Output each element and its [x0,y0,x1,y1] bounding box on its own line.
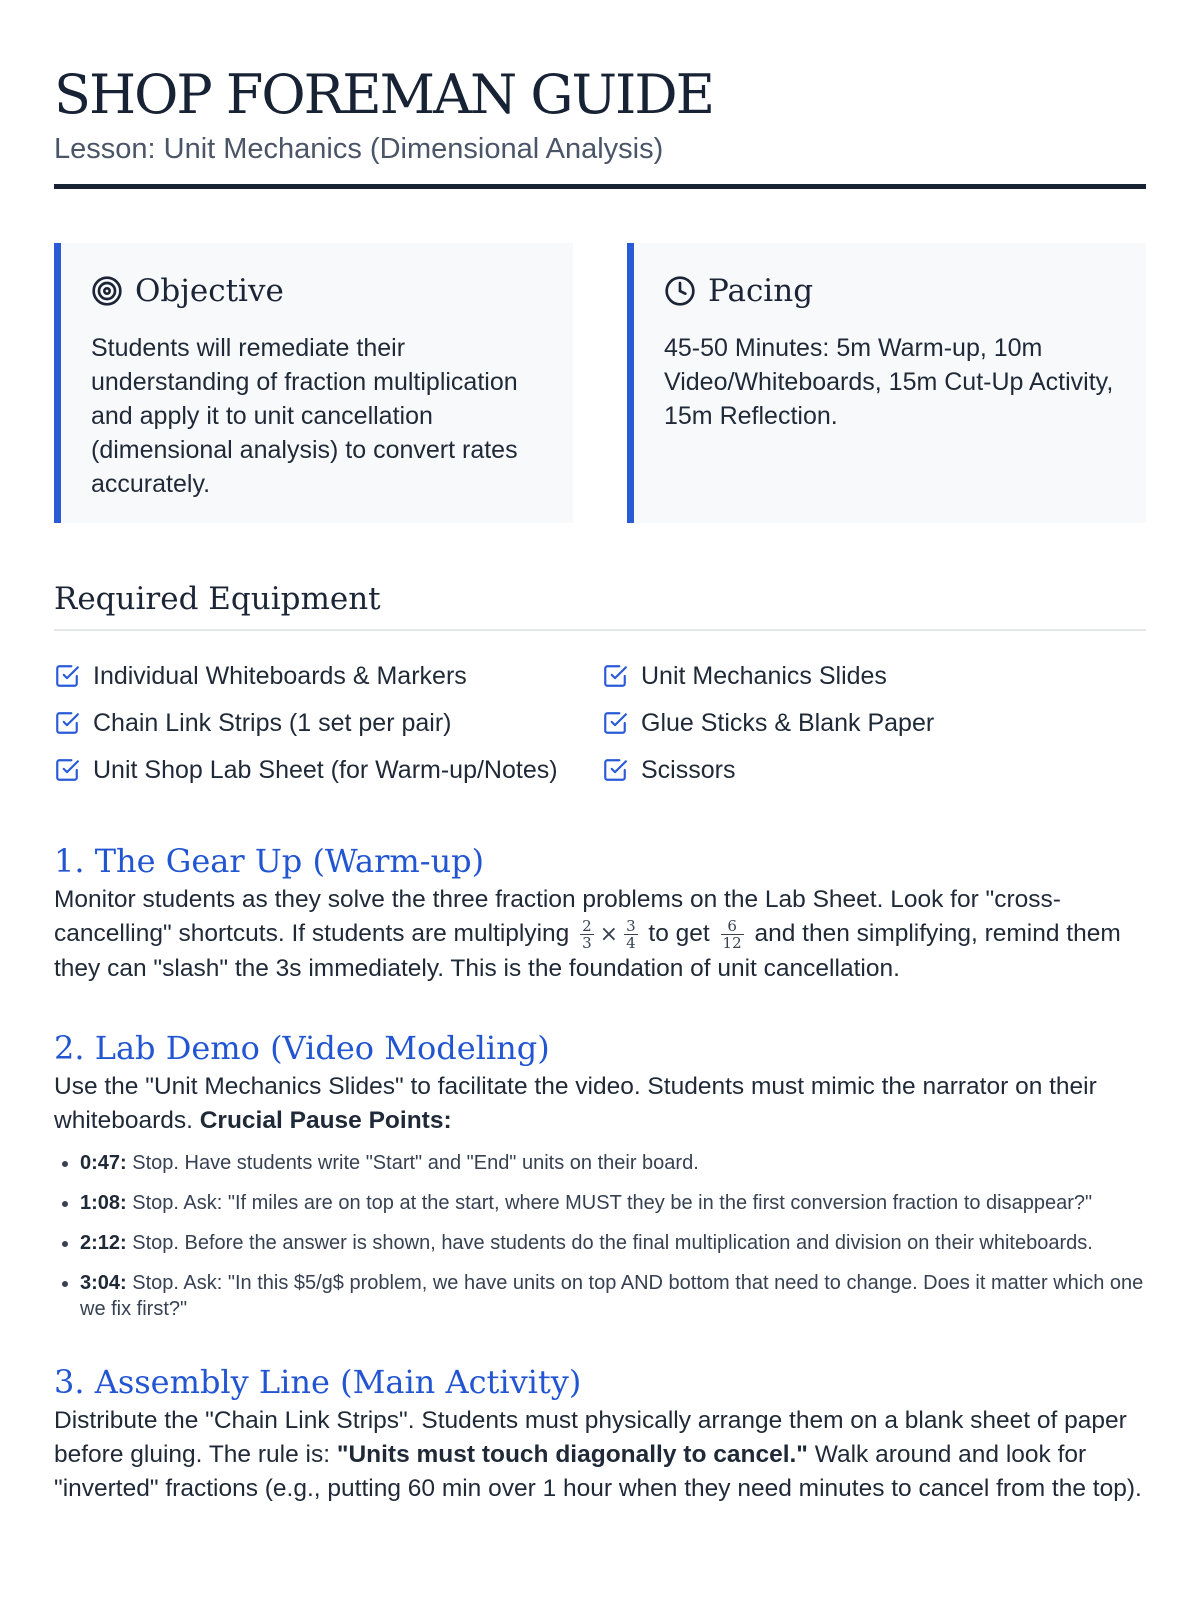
equipment-label: Unit Mechanics Slides [641,661,887,690]
page-title: SHOP FOREMAN GUIDE [54,63,714,126]
equipment-item [602,708,1146,738]
pacing-title: Pacing [708,273,814,309]
objective-card [54,243,573,523]
section-heading-assembly-line: 3. Assembly Line (Main Activity) [54,1363,582,1401]
page-subtitle: Lesson: Unit Mechanics (Dimensional Analysis) [54,133,664,165]
list-item [80,1230,1146,1256]
lab-demo-text: Use the "Unit Mechanics Slides" to facilitate the video. Students must mimic the narrator on their whiteboards. [54,1073,1097,1134]
lab-demo-paragraph [54,1070,1146,1138]
gear-up-paragraph [54,883,1146,986]
fraction-six-twelfths [721,918,744,951]
fraction-denominator: 3 [582,934,592,953]
equipment-label: Individual Whiteboards & Markers [93,661,467,690]
equipment-label: Chain Link Strips (1 set per pair) [93,708,452,737]
info-cards [54,243,1146,523]
fraction-numerator: 6 [721,918,744,935]
equipment-item [54,708,602,738]
equipment-heading: Required Equipment [54,581,1146,631]
equipment-label: Scissors [641,755,736,784]
fraction-numerator: 2 [582,917,592,936]
fraction-denominator: 4 [626,934,636,953]
equipment-label: Glue Sticks & Blank Paper [641,708,935,737]
clock-icon [664,275,696,307]
pause-timestamp: 3:04: [80,1272,127,1294]
pacing-card-header [664,273,1116,309]
target-icon [91,275,123,307]
pause-points-label: Crucial Pause Points: [199,1107,452,1134]
equipment-item [54,755,602,785]
equipment-item [54,661,602,691]
checkbox-icon [54,710,80,736]
checkbox-icon [54,757,80,783]
gear-up-text: to get [641,920,717,947]
equipment-item [602,755,1146,785]
pause-text: Stop. Ask: "In this $5/g$ problem, we have units on top AND bottom that need to change. Does it matter which one we fix first?" [80,1272,1144,1320]
assembly-text: Distribute the "Chain Link Strips". Students must physically arrange them on a blank sheet of paper before gluing. The rule is: [54,1407,1127,1468]
checkbox-icon [602,757,628,783]
gear-up-text: Monitor students as they solve the three fraction problems on the Lab Sheet. Look for "cross-cancelling" shortcuts. If students are multiplying [54,886,1061,947]
fraction-denominator: 12 [722,934,742,953]
checkbox-icon [602,663,628,689]
fraction-two-thirds [580,918,594,951]
pause-points-list [54,1150,1146,1322]
pause-text: Stop. Have students write "Start" and "End" units on their board. [126,1152,699,1174]
pacing-card [627,243,1146,523]
objective-text: Students will remediate their understanding of fraction multiplication and apply it to unit cancellation (dimensional analysis) to convert rates accurately. [91,334,518,498]
equipment-list [54,661,1146,785]
times-sign: × [599,922,619,947]
assembly-rule: "Units must touch diagonally to cancel." [336,1441,808,1468]
list-item [80,1190,1146,1216]
gear-up-text: and then simplifying, remind them they can "slash" the 3s immediately. This is the foundation of unit cancellation. [54,920,1121,982]
equipment-label: Unit Shop Lab Sheet (for Warm-up/Notes) [93,755,558,784]
title-divider [54,184,1146,189]
checkbox-icon [602,710,628,736]
section-heading-gear-up: 1. The Gear Up (Warm-up) [54,842,485,880]
assembly-paragraph [54,1404,1146,1506]
list-item [80,1270,1146,1322]
list-item [80,1150,1146,1176]
pause-timestamp: 2:12: [80,1232,127,1254]
pause-timestamp: 1:08: [80,1192,127,1214]
fraction-numerator: 3 [626,917,636,936]
objective-title: Objective [135,273,284,309]
pause-text: Stop. Before the answer is shown, have students do the final multiplication and division on their whiteboards. [126,1232,1093,1254]
pacing-text: 45-50 Minutes: 5m Warm-up, 10m Video/Whiteboards, 15m Cut-Up Activity, 15m Reflection. [664,334,1114,430]
equipment-item [602,661,1146,691]
checkbox-icon [54,663,80,689]
objective-card-header [91,273,543,309]
fraction-three-fourths [624,918,638,951]
section-heading-lab-demo: 2. Lab Demo (Video Modeling) [54,1029,550,1067]
pause-timestamp: 0:47: [80,1152,127,1174]
assembly-text: Walk around and look for "inverted" fractions (e.g., putting 60 min over 1 hour when they need minutes to cancel from the top). [54,1441,1142,1502]
pause-text: Stop. Ask: "If miles are on top at the start, where MUST they be in the first conversion fraction to disappear?" [126,1192,1093,1214]
